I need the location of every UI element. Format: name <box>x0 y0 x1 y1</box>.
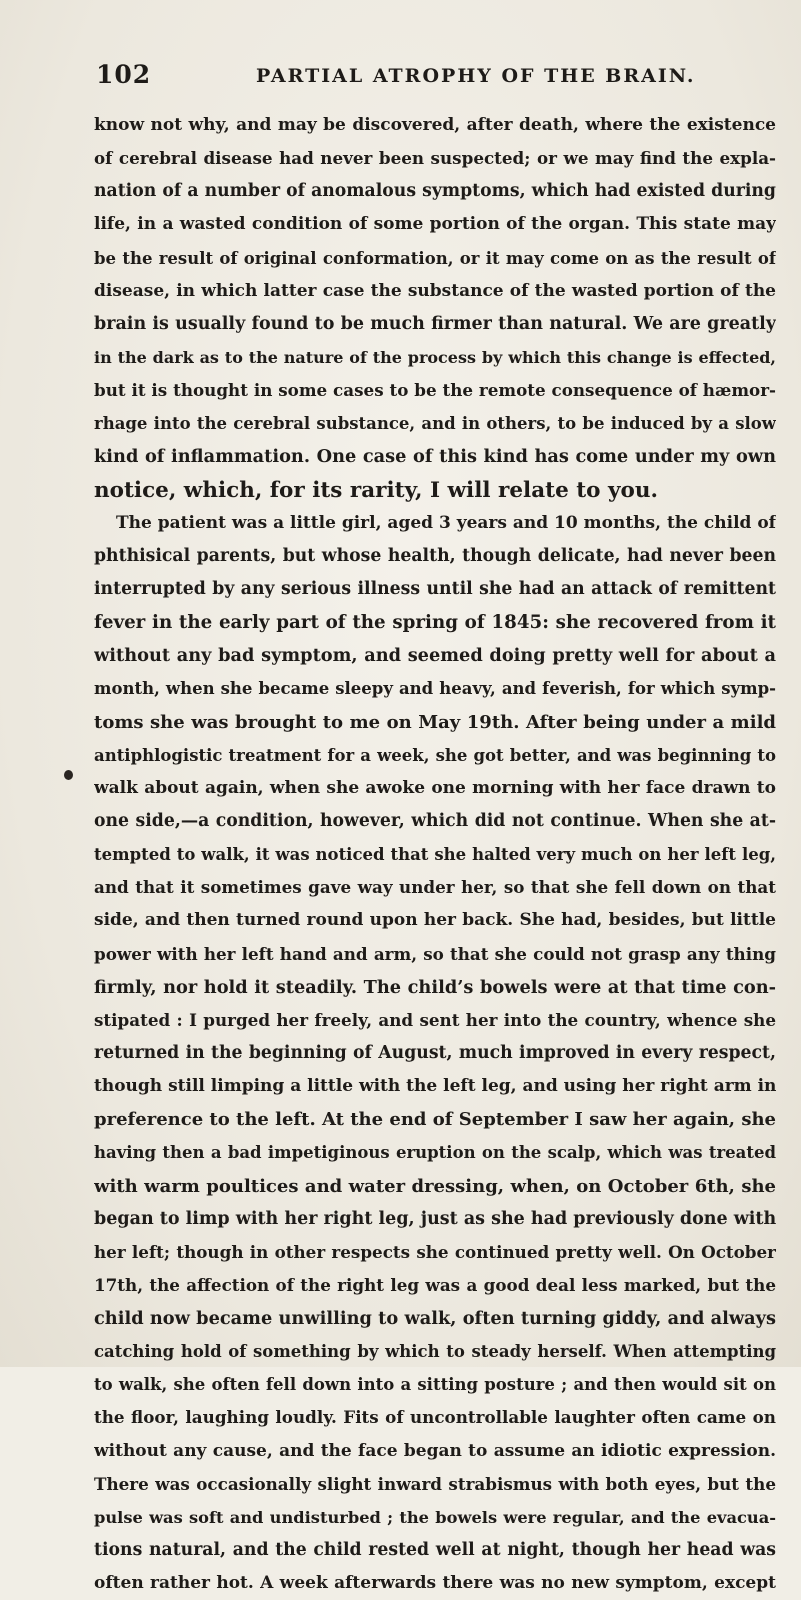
text-line: pulse was soft and undisturbed ; the bowels were regular, and the evacua- <box>94 1507 776 1527</box>
text-line: her left; though in other respects she continued pretty well. On October <box>94 1241 776 1262</box>
text-line: The patient was a little girl, aged 3 years and 10 months, the child of <box>116 512 776 533</box>
text-line: brain is usually found to be much firmer than natural. We are greatly <box>94 313 776 334</box>
text-line: There was occasionally slight inward strabismus with both eyes, but the <box>94 1473 776 1494</box>
text-line: in the dark as to the nature of the process by which this change is effected, <box>94 347 776 367</box>
text-line: antiphlogistic treatment for a week, she got better, and was beginning to <box>94 745 776 765</box>
text-line: rhage into the cerebral substance, and in others, to be induced by a slow <box>94 414 776 434</box>
text-line: fever in the early part of the spring of 1845: she recovered from it <box>94 612 776 634</box>
text-line: power with her left hand and arm, so that she could not grasp any thing <box>94 943 776 964</box>
text-line: phthisical parents, but whose health, though delicate, had never been <box>94 545 776 566</box>
text-line: month, when she became sleepy and heavy, and feverish, for which symp- <box>94 679 776 699</box>
text-line: side, and then turned round upon her back. She had, besides, but little <box>94 910 776 931</box>
text-line: without any bad symptom, and seemed doing pretty well for about a <box>94 645 776 667</box>
text-line: returned in the beginning of August, much improved in every respect, <box>94 1042 776 1063</box>
page-number: 102 <box>96 60 152 89</box>
text-line: preference to the left. At the end of September I saw her again, she <box>94 1109 776 1131</box>
body-text <box>94 109 776 1600</box>
text-line: stipated : I purged her freely, and sent her into the country, whence she <box>94 1009 776 1030</box>
ink-smudge <box>64 770 73 780</box>
text-line: interrupted by any serious illness until she had an attack of remittent <box>94 578 776 599</box>
text-line: to walk, she often fell down into a sitting posture ; and then would sit on <box>94 1375 776 1395</box>
running-title: PARTIAL ATROPHY OF THE BRAIN. <box>256 65 696 87</box>
text-line: tions natural, and the child rested well at night, though her head was <box>94 1540 776 1561</box>
running-head <box>96 60 776 94</box>
text-line: often rather hot. A week afterwards there was no new symptom, except <box>94 1573 776 1594</box>
text-line: be the result of original conformation, or it may come on as the result of <box>94 248 776 268</box>
text-line: and that it sometimes gave way under her, so that she fell down on that <box>94 877 776 898</box>
text-line: know not why, and may be discovered, after death, where the existence <box>94 115 776 135</box>
text-line: having then a bad impetiginous eruption on the scalp, which was treated <box>94 1143 776 1163</box>
text-line: walk about again, when she awoke one morning with her face drawn to <box>94 777 776 798</box>
text-line: but it is thought in some cases to be the remote consequence of hæmor- <box>94 380 776 401</box>
text-line: kind of inflammation. One case of this kind has come under my own <box>94 446 776 468</box>
text-line: life, in a wasted condition of some portion of the organ. This state may <box>94 214 776 235</box>
text-line: though still limping a little with the left leg, and using her right arm in <box>94 1076 776 1097</box>
text-line: notice, which, for its rarity, I will relate to you. <box>94 477 658 503</box>
text-line: tempted to walk, it was noticed that she halted very much on her left leg, <box>94 845 776 865</box>
text-line: child now became unwilling to walk, often turning giddy, and always <box>94 1308 776 1330</box>
text-line: the floor, laughing loudly. Fits of uncontrollable laughter often came on <box>94 1407 776 1428</box>
text-line: without any cause, and the face began to assume an idiotic expression. <box>94 1440 776 1461</box>
text-line: nation of a number of anomalous symptoms, which had existed during <box>94 181 776 202</box>
text-line: of cerebral disease had never been suspected; or we may find the expla- <box>94 148 776 169</box>
text-line: firmly, nor hold it steadily. The child’s bowels were at that time con- <box>94 976 776 998</box>
text-line: catching hold of something by which to steady herself. When attempting <box>94 1342 776 1362</box>
text-line: began to limp with her right leg, just as she had previously done with <box>94 1208 776 1229</box>
text-line: 17th, the affection of the right leg was a good deal less marked, but the <box>94 1274 776 1295</box>
text-line: with warm poultices and water dressing, when, on October 6th, she <box>94 1175 776 1197</box>
text-line: toms she was brought to me on May 19th. After being under a mild <box>94 711 776 733</box>
text-line: disease, in which latter case the substance of the wasted portion of the <box>94 280 776 301</box>
text-line: one side,—a condition, however, which did not continue. When she at- <box>94 810 776 831</box>
